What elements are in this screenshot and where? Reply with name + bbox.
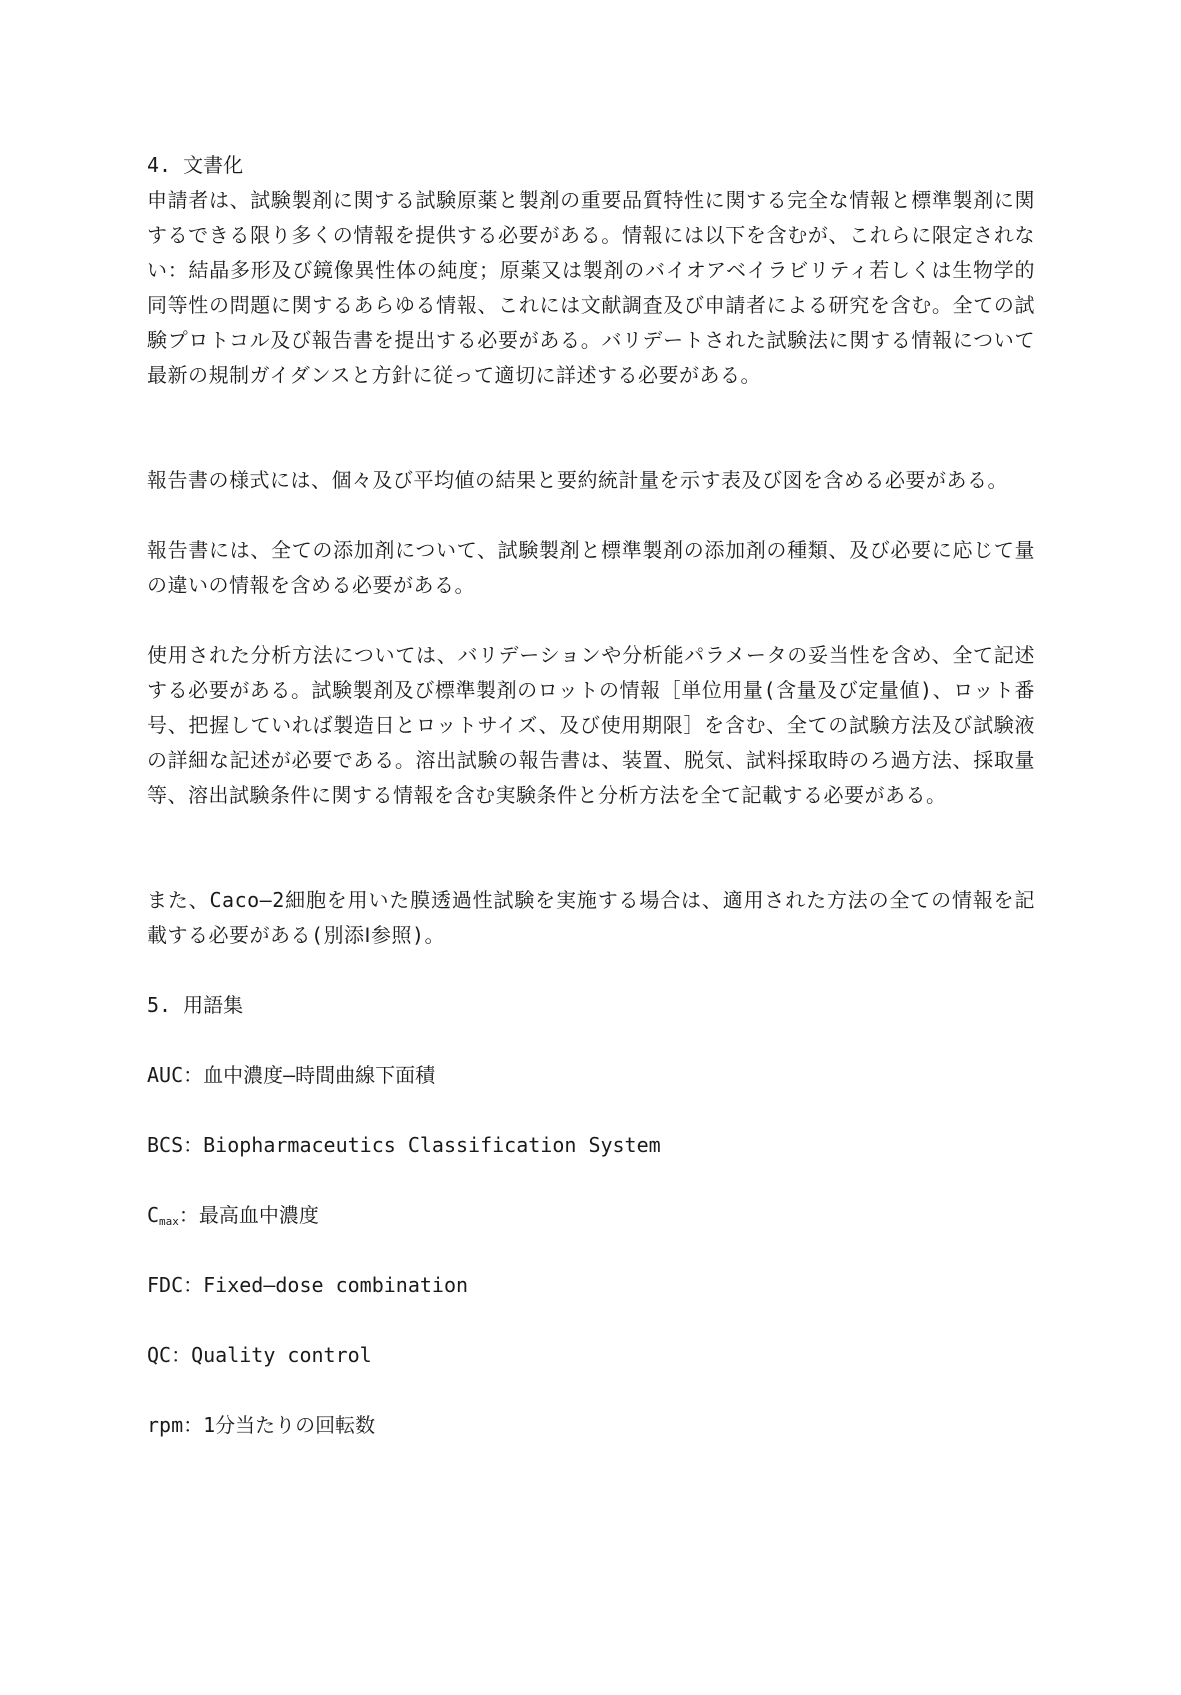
section-4-paragraph-1: 申請者は、試験製剤に関する試験原薬と製剤の重要品質特性に関する完全な情報と標準製剤に関するできる限り多くの情報を提供する必要がある。情報には以下を含むが、これらに限定されない：結晶多形及び鏡像異性体の純度；原薬又は製剤のバイオアベイラビリティ若しくは生物学的同等性の問題に関するあらゆる情報、これには文献調査及び申請者による研究を含む。全ての試験プロトコル及び報告書を提出する必要がある。バリデートされた試験法に関する情報について最新の規制ガイダンスと方針に従って適切に詳述する必要がある。 — [147, 188, 1035, 387]
section-4-paragraph-3: 報告書には、全ての添加剤について、試験製剤と標準製剤の添加剤の種類、及び必要に応じて量の違いの情報を含める必要がある。 — [147, 538, 1035, 597]
glossary-term: QC — [147, 1343, 172, 1367]
spacer — [147, 1163, 1035, 1198]
section-4-paragraph-5: また、Caco—2細胞を用いた膜透過性試験を実施する場合は、適用された方法の全ての情報を記載する必要がある(別添Ⅰ参照)。 — [147, 888, 1035, 947]
spacer — [147, 953, 1035, 988]
glossary-entry-bcs — [147, 1128, 1035, 1163]
section-4-heading: 4. 文書化 — [147, 153, 244, 177]
spacer — [147, 1233, 1035, 1268]
spacer — [147, 1023, 1035, 1058]
glossary-term: BCS — [147, 1133, 184, 1157]
glossary-term: C — [147, 1203, 160, 1227]
spacer — [147, 393, 1035, 463]
section-4-paragraph-4: 使用された分析方法については、バリデーションや分析能パラメータの妥当性を含め、全て記述する必要がある。試験製剤及び標準製剤のロットの情報［単位用量(含量及び定量値)、ロット番号、把握していれば製造日とロットサイズ、及び使用期限］を含む、全ての試験方法及び試験液の詳細な記述が必要である。溶出試験の報告書は、装置、脱気、試料採取時のろ過方法、採取量等、溶出試験条件に関する情報を含む実験条件と分析方法を全て記載する必要がある。 — [147, 643, 1035, 807]
glossary-definition: ：1分当たりの回転数 — [183, 1413, 376, 1437]
spacer — [147, 1373, 1035, 1408]
glossary-definition: ：血中濃度—時間曲線下面積 — [183, 1063, 436, 1087]
spacer — [147, 603, 1035, 638]
document-page — [147, 148, 1035, 1443]
glossary-entry-qc — [147, 1338, 1035, 1373]
glossary-term: FDC — [147, 1273, 184, 1297]
glossary-definition: ：Quality control — [171, 1343, 372, 1367]
glossary-definition: ：Fixed—dose combination — [183, 1273, 469, 1297]
glossary-list — [147, 1058, 1035, 1443]
glossary-term-subscript: max — [159, 1215, 179, 1228]
spacer — [147, 813, 1035, 883]
glossary-entry-auc — [147, 1058, 1035, 1093]
glossary-definition: ：Biopharmaceutics Classification System — [183, 1133, 661, 1157]
glossary-entry-rpm — [147, 1408, 1035, 1443]
glossary-entry-fdc — [147, 1268, 1035, 1303]
section-4-paragraph-2: 報告書の様式には、個々及び平均値の結果と要約統計量を示す表及び図を含める必要がある。 — [147, 468, 1008, 492]
spacer — [147, 498, 1035, 533]
glossary-term: rpm — [147, 1413, 184, 1437]
spacer — [147, 1303, 1035, 1338]
section-5-heading: 5. 用語集 — [147, 993, 244, 1017]
glossary-term: AUC — [147, 1063, 184, 1087]
glossary-definition: ：最高血中濃度 — [178, 1203, 319, 1227]
spacer — [147, 1093, 1035, 1128]
glossary-entry-cmax — [147, 1198, 1035, 1233]
